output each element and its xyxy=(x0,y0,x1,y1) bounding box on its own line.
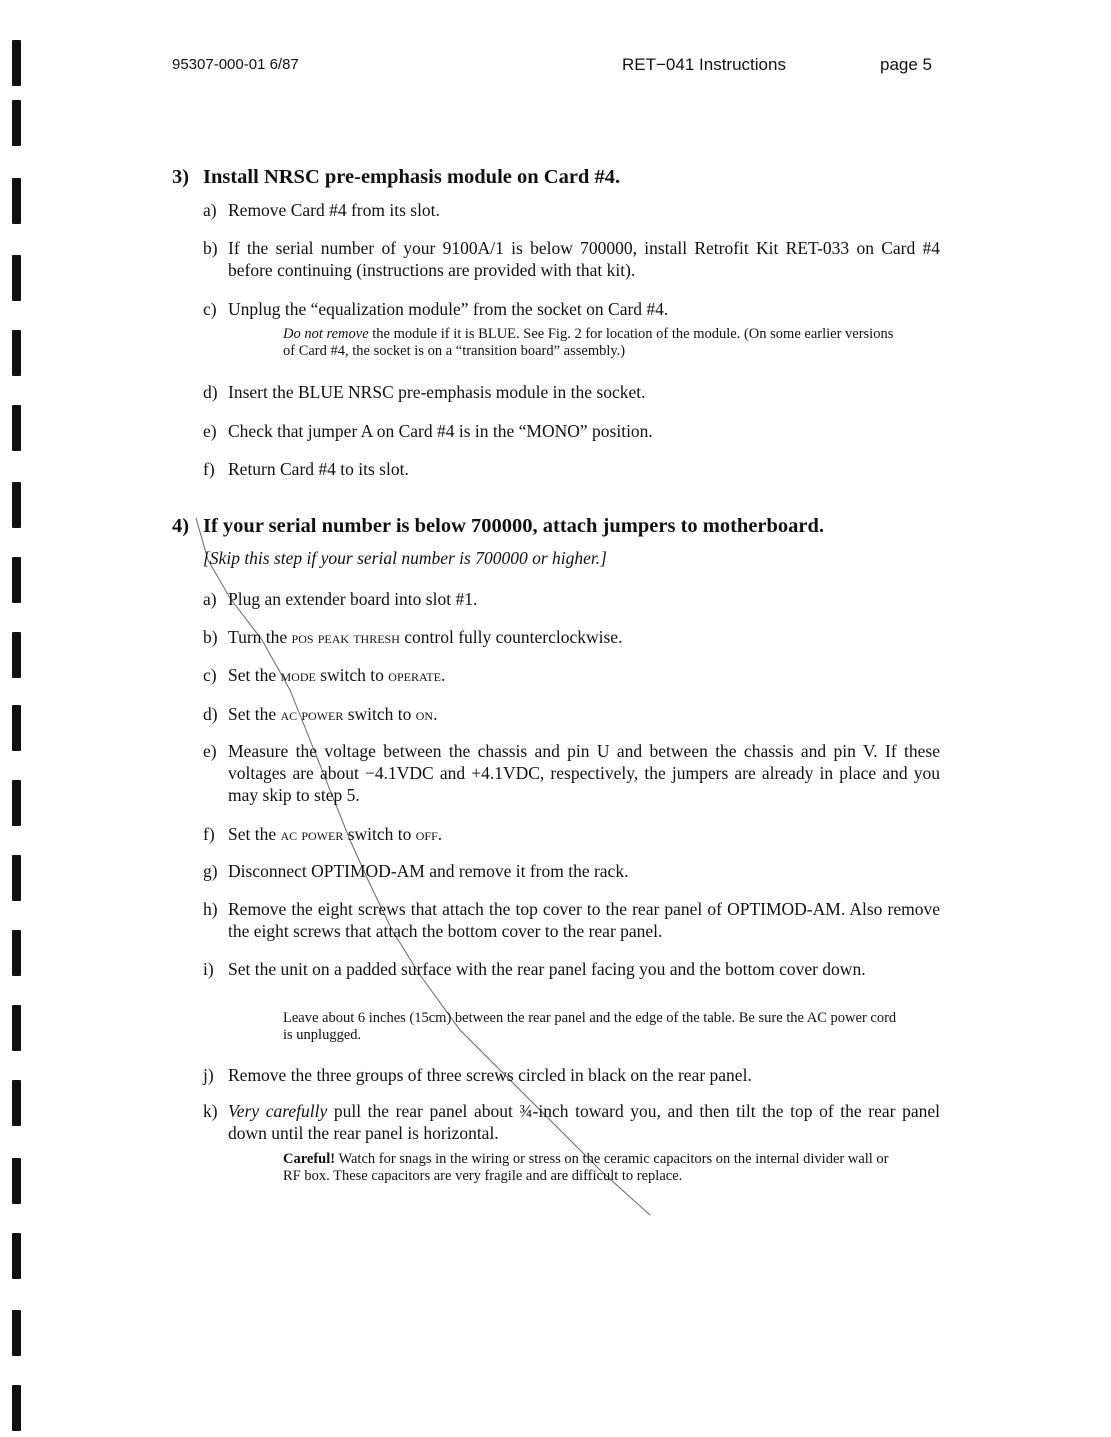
step-text xyxy=(228,1100,940,1144)
step-text xyxy=(228,199,940,221)
small-caps-term: operate xyxy=(388,666,441,685)
step-text xyxy=(228,588,940,610)
text-run: Plug an extender board into slot #1. xyxy=(228,589,478,609)
small-caps-term: pos peak thresh xyxy=(291,628,400,647)
text-run: Check that jumper A on Card #4 is in the “MONO” position. xyxy=(228,421,653,441)
step-text xyxy=(228,898,940,942)
text-run: Leave about 6 inches (15cm) between the rear panel and the edge of the table. Be sure the AC power cord is unplugged. xyxy=(283,1010,897,1043)
step-label: g) xyxy=(203,861,218,881)
step-text xyxy=(228,458,940,480)
step-text xyxy=(228,860,940,882)
step-label: h) xyxy=(203,899,218,919)
step-label: c) xyxy=(203,665,217,685)
text-run: switch to xyxy=(343,824,416,844)
section-number: 4) xyxy=(172,515,190,537)
step-text xyxy=(228,420,940,442)
text-run: Unplug the “equalization module” from the socket on Card #4. xyxy=(228,299,669,319)
text-run: Insert the BLUE NRSC pre-emphasis module in the socket. xyxy=(228,382,646,402)
text-run: switch to xyxy=(343,704,416,724)
step-label: d) xyxy=(203,382,218,402)
step-text xyxy=(228,1064,940,1086)
step-label: e) xyxy=(203,741,217,761)
step-text xyxy=(228,823,940,846)
doc-title: RET−041 Instructions xyxy=(622,55,786,74)
text-run: If the serial number of your 9100A/1 is below 700000, install Retrofit Kit RET-033 on Card #4 before continuing (instructions are provided with that kit). xyxy=(228,238,940,280)
text-run: Set the xyxy=(228,665,281,685)
text-run: the module if it is BLUE. See Fig. 2 for location of the module. (On some earlier versions of Card #4, the socket is on a “transition board” assembly.) xyxy=(283,326,894,359)
skip-note: [Skip this step if your serial number is 700000 or higher.] xyxy=(203,548,607,568)
small-caps-term: off xyxy=(415,825,438,844)
text-run: Remove the eight screws that attach the top cover to the rear panel of OPTIMOD-AM. Also remove the eight screws that attach the bottom cover to the rear panel. xyxy=(228,899,940,941)
step-text xyxy=(228,958,940,980)
step-text xyxy=(228,381,940,403)
step-label: k) xyxy=(203,1101,218,1121)
text-run: Disconnect OPTIMOD-AM and remove it from the rack. xyxy=(228,861,629,881)
step-label: i) xyxy=(203,959,214,979)
step-label: c) xyxy=(203,299,217,319)
text-run: Measure the voltage between the chassis and pin U and between the chassis and pin V. If these voltages are about −4.1VDC and +4.1VDC, respectively, the jumpers are already in place and you may skip to step 5. xyxy=(228,741,940,805)
text-run: . xyxy=(433,704,438,724)
step-label: f) xyxy=(203,824,215,844)
small-caps-term: ac power xyxy=(280,705,344,724)
doc-number: 95307-000-01 6/87 xyxy=(172,56,299,73)
text-run: switch to xyxy=(315,665,389,685)
section-title: Install NRSC pre-emphasis module on Card #4. xyxy=(203,166,621,188)
step-label: j) xyxy=(203,1065,214,1085)
page-number: page 5 xyxy=(880,55,932,74)
text-run: control fully counterclockwise. xyxy=(399,627,623,647)
step-text xyxy=(228,664,940,687)
italic-text: Very carefully xyxy=(228,1101,328,1121)
small-caps-term: mode xyxy=(280,666,316,685)
text-run: Remove the three groups of three screws circled in black on the rear panel. xyxy=(228,1065,752,1085)
section-number: 3) xyxy=(172,166,190,188)
step-note xyxy=(283,1010,903,1044)
text-run: Set the xyxy=(228,824,281,844)
italic-text: Do not remove xyxy=(283,326,369,342)
small-caps-term: ac power xyxy=(280,825,344,844)
text-run: Turn the xyxy=(228,627,292,647)
step-text xyxy=(228,703,940,726)
step-label: a) xyxy=(203,589,217,609)
step-note xyxy=(283,326,903,360)
text-run: Set the xyxy=(228,704,281,724)
text-run: . xyxy=(440,665,446,685)
step-label: d) xyxy=(203,704,218,724)
small-caps-term: on xyxy=(415,705,434,724)
text-run: Watch for snags in the wiring or stress on the ceramic capacitors on the internal divider wall or RF box. These capacitors are very fragile and are difficult to replace. xyxy=(283,1151,889,1184)
step-label: b) xyxy=(203,238,218,258)
step-label: a) xyxy=(203,200,217,220)
step-label: b) xyxy=(203,627,218,647)
text-run: Set the unit on a padded surface with the rear panel facing you and the bottom cover down. xyxy=(228,959,866,979)
step-text xyxy=(228,626,940,649)
text-run: . xyxy=(437,824,443,844)
section-title: If your serial number is below 700000, attach jumpers to motherboard. xyxy=(203,515,825,537)
text-run: Remove Card #4 from its slot. xyxy=(228,200,440,220)
text-run: Return Card #4 to its slot. xyxy=(228,459,409,479)
step-text xyxy=(228,740,940,806)
step-text xyxy=(228,237,940,281)
bold-text: Careful! xyxy=(283,1151,336,1167)
step-label: f) xyxy=(203,459,215,479)
step-note xyxy=(283,1151,903,1185)
step-label: e) xyxy=(203,421,217,441)
text-run: pull the rear panel about ¾-inch toward you, and then tilt the top of the rear panel down until the rear panel is horizontal. xyxy=(228,1101,940,1143)
step-text xyxy=(228,298,940,320)
